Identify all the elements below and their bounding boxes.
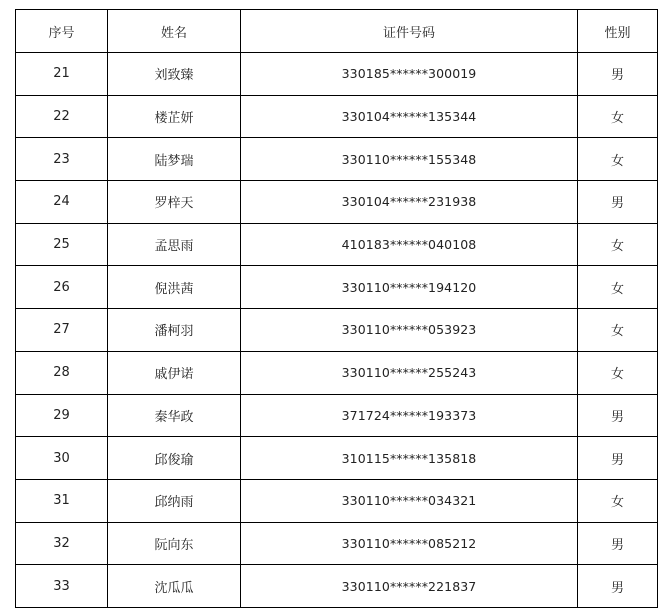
cell-id: 330110******194120 [241,266,578,309]
table-row [16,522,658,565]
cell-id: 330110******155348 [241,138,578,181]
cell-id: 330110******053923 [241,309,578,352]
cell-name: 潘柯羽 [108,309,241,352]
cell-name: 邱俊瑜 [108,437,241,480]
cell-id: 310115******135818 [241,437,578,480]
cell-name: 倪洪茜 [108,266,241,309]
cell-seq: 22 [16,95,108,138]
cell-seq: 33 [16,565,108,608]
column-header-id: 证件号码 [241,10,578,53]
roster-sheet [15,9,657,608]
cell-seq: 27 [16,309,108,352]
cell-id: 330185******300019 [241,53,578,96]
cell-seq: 31 [16,479,108,522]
cell-sex: 女 [578,223,658,266]
cell-seq: 25 [16,223,108,266]
cell-name: 阮向东 [108,522,241,565]
cell-sex: 女 [578,309,658,352]
table-body [16,53,658,608]
table-row [16,394,658,437]
table-row [16,53,658,96]
cell-name: 刘致臻 [108,53,241,96]
table-row [16,266,658,309]
cell-id: 330104******231938 [241,181,578,224]
cell-sex: 男 [578,522,658,565]
cell-seq: 30 [16,437,108,480]
cell-name: 秦华政 [108,394,241,437]
table-row [16,309,658,352]
cell-id: 330110******034321 [241,479,578,522]
cell-seq: 21 [16,53,108,96]
cell-id: 371724******193373 [241,394,578,437]
cell-id: 330110******221837 [241,565,578,608]
cell-sex: 女 [578,95,658,138]
cell-sex: 男 [578,394,658,437]
cell-sex: 女 [578,138,658,181]
table-row [16,181,658,224]
cell-sex: 女 [578,266,658,309]
cell-id: 330104******135344 [241,95,578,138]
header-row [16,10,658,53]
cell-name: 沈瓜瓜 [108,565,241,608]
table-row [16,565,658,608]
column-header-sex: 性别 [578,10,658,53]
cell-name: 陆梦瑞 [108,138,241,181]
cell-name: 邱纳雨 [108,479,241,522]
cell-id: 330110******255243 [241,351,578,394]
cell-sex: 女 [578,351,658,394]
cell-seq: 24 [16,181,108,224]
column-header-seq: 序号 [16,10,108,53]
table-row [16,479,658,522]
cell-seq: 32 [16,522,108,565]
cell-name: 楼芷妍 [108,95,241,138]
table-row [16,95,658,138]
cell-seq: 23 [16,138,108,181]
cell-sex: 男 [578,565,658,608]
table-header [16,10,658,53]
table-row [16,351,658,394]
table-row [16,437,658,480]
table-row [16,138,658,181]
table-row [16,223,658,266]
cell-name: 戚伊诺 [108,351,241,394]
cell-seq: 29 [16,394,108,437]
cell-sex: 男 [578,53,658,96]
cell-seq: 26 [16,266,108,309]
roster-table [15,9,658,608]
cell-name: 孟思雨 [108,223,241,266]
cell-sex: 男 [578,181,658,224]
cell-sex: 男 [578,437,658,480]
cell-seq: 28 [16,351,108,394]
cell-name: 罗梓天 [108,181,241,224]
cell-id: 410183******040108 [241,223,578,266]
cell-sex: 女 [578,479,658,522]
column-header-name: 姓名 [108,10,241,53]
cell-id: 330110******085212 [241,522,578,565]
